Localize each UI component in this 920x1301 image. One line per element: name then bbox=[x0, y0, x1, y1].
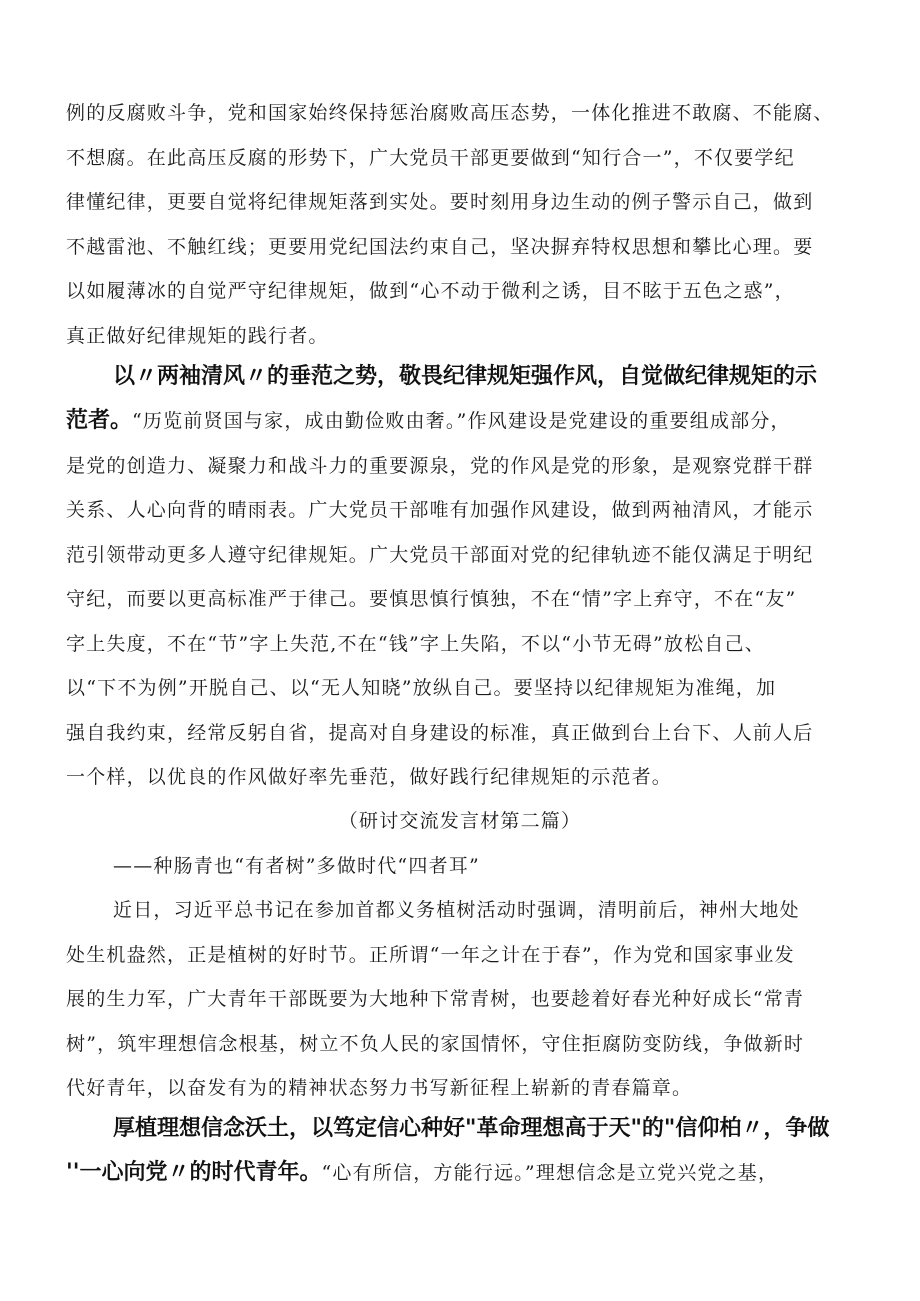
paragraph-text: “历览前贤国与家，成由勤俭败由奢。”作风建设是党建设的重要组成部分， bbox=[132, 410, 791, 432]
paragraph-line: 范引领带动更多人遵守纪律规矩。广大党员干部面对党的纪律轨迹不能仅满足于明纪 bbox=[66, 544, 814, 566]
paragraph-line: 树”，筑牢理想信念根基，树立不负人民的家国情怀，守住拒腐防变防线，争做新时 bbox=[66, 1033, 805, 1055]
paragraph-line: 真正做好纪律规矩的践行者。 bbox=[66, 325, 329, 347]
section-title: （研讨交流发言材第二篇） bbox=[338, 810, 582, 832]
paragraph-text: “心有所信，方能行远。”理想信念是立党兴党之基， bbox=[321, 1162, 779, 1184]
paragraph-line: 不想腐。在此高压反腐的形势下，广大党员干部更要做到“知行合一”，不仅要学纪 bbox=[66, 147, 795, 169]
section-heading: 以〃两袖清风〃的垂范之势，敬畏纪律规矩强作风，自觉做纪律规矩的示 bbox=[113, 364, 818, 389]
subtitle: ——种肠青也“有者树”多做时代“四者耳” bbox=[113, 855, 480, 877]
paragraph-line: 强自我约束，经常反躬自省，提高对自身建设的标准，真正做到台上台下、人前人后 bbox=[66, 722, 814, 744]
paragraph-line: 守纪，而要以更高标准严于律己。要慎思慎行慎独，不在“情”字上弃守，不在“友” bbox=[66, 588, 797, 610]
paragraph-line: 一个样，以优良的作风做好率先垂范，做好践行纪律规矩的示范者。 bbox=[66, 766, 673, 788]
paragraph-line: 处生机盎然，正是植树的好时节。正所谓“一年之计在于春”，作为党和国家事业发 bbox=[66, 944, 795, 966]
paragraph-line: 不越雷池、不触红线；更要用党纪国法约束自己，坚决摒弃特权思想和攀比心理。要 bbox=[66, 236, 814, 258]
paragraph-line: 关系、人心向背的晴雨表。广大党员干部唯有加强作风建设，做到两袖清风，才能示 bbox=[66, 499, 814, 521]
paragraph-line: 以如履薄冰的自觉严守纪律规矩，做到“心不动于微利之诱，目不眩于五色之惑”， bbox=[66, 280, 795, 302]
paragraph-line: 展的生力军，广大青年干部既要为大地种下常青树，也要趁着好春光种好成长“常青 bbox=[66, 988, 805, 1010]
paragraph-line: 例的反腐败斗争，党和国家始终保持惩治腐败高压态势，一体化推进不敢腐、不能腐、 bbox=[66, 102, 834, 124]
paragraph-line bbox=[66, 410, 791, 432]
paragraph-line: 是党的创造力、凝聚力和战斗力的重要源泉，党的作风是党的形象，是观察党群干群 bbox=[66, 455, 814, 477]
paragraph-line: 字上失度，不在“节”字上失范,不在“钱”字上失陷，不以“小节无碍”放松自己、 bbox=[66, 633, 765, 655]
paragraph-line: 代好青年，以奋发有为的精神状态努力书写新征程上崭新的青春篇章。 bbox=[66, 1077, 693, 1099]
paragraph-line bbox=[66, 1162, 778, 1184]
section-heading-end: 范者。 bbox=[66, 408, 133, 433]
paragraph-line: 以“下不为例”开脱自己、以“无人知晓”放纵自己。要坚持以纪律规矩为准绳，加 bbox=[66, 677, 777, 699]
section-heading: 厚植理想信念沃土，以笃定信心种好"革命理想高于天"的"信仰柏〃，争做 bbox=[113, 1116, 830, 1141]
paragraph-line: 近日，习近平总书记在参加首都义务植树活动时强调，清明前后，神州大地处 bbox=[113, 899, 800, 921]
section-heading-end: ''一心向党〃的时代青年。 bbox=[66, 1160, 322, 1185]
paragraph-line: 律懂纪律，更要自觉将纪律规矩落到实处。要时刻用身边生动的例子警示自己，做到 bbox=[66, 191, 814, 213]
